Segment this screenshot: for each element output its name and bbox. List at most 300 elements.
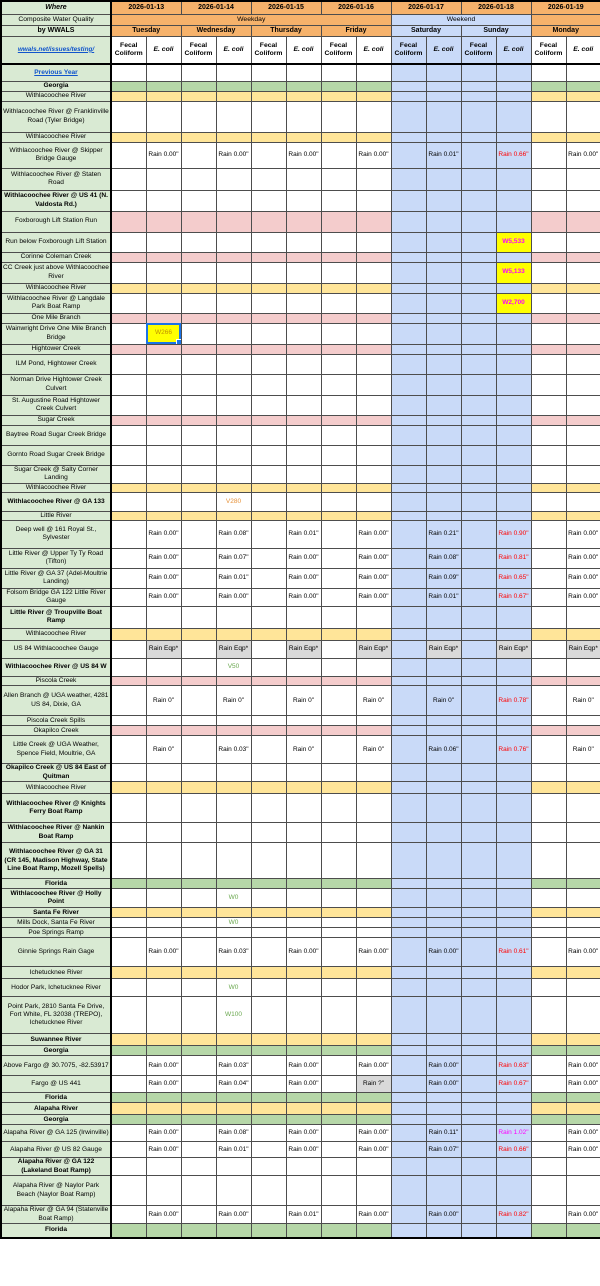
cell[interactable]: Rain 0.67": [496, 1076, 531, 1093]
cell[interactable]: [461, 168, 496, 190]
cell[interactable]: [566, 979, 600, 997]
cell[interactable]: [356, 81, 391, 91]
cell[interactable]: [216, 1115, 251, 1125]
cell[interactable]: Rain 0.00": [146, 1076, 181, 1093]
cell[interactable]: [356, 967, 391, 979]
cell[interactable]: [251, 445, 286, 465]
cell[interactable]: [286, 843, 321, 879]
cell[interactable]: [391, 293, 426, 313]
cell[interactable]: [461, 1046, 496, 1056]
cell[interactable]: [181, 190, 216, 211]
cell[interactable]: [146, 918, 181, 928]
cell[interactable]: [146, 395, 181, 415]
cell[interactable]: [461, 142, 496, 168]
cell[interactable]: [531, 1206, 566, 1224]
cell[interactable]: [496, 726, 531, 736]
cell[interactable]: [146, 374, 181, 395]
cell[interactable]: [496, 132, 531, 142]
cell[interactable]: [181, 354, 216, 374]
cell[interactable]: [461, 889, 496, 908]
cell[interactable]: [181, 1034, 216, 1046]
cell[interactable]: [531, 1224, 566, 1238]
cell[interactable]: [251, 132, 286, 142]
cell[interactable]: [286, 344, 321, 354]
cell[interactable]: [146, 1158, 181, 1176]
cell[interactable]: Rain 0.08": [426, 548, 461, 568]
cell[interactable]: [356, 425, 391, 445]
cell[interactable]: [146, 889, 181, 908]
cell[interactable]: [531, 606, 566, 628]
date-header[interactable]: 2026-01-18: [461, 1, 531, 15]
cell[interactable]: [321, 686, 356, 716]
cell[interactable]: [391, 101, 426, 132]
row-label[interactable]: Withlacoochee River: [1, 628, 111, 640]
cell[interactable]: [321, 1056, 356, 1076]
cell[interactable]: [251, 354, 286, 374]
cell[interactable]: [391, 262, 426, 283]
cell[interactable]: [146, 726, 181, 736]
cell[interactable]: [286, 511, 321, 520]
cell[interactable]: [216, 64, 251, 81]
cell[interactable]: Rain 0.00": [566, 142, 600, 168]
cell[interactable]: [496, 354, 531, 374]
cell[interactable]: [426, 64, 461, 81]
cell[interactable]: [146, 764, 181, 782]
cell[interactable]: [356, 354, 391, 374]
cell[interactable]: [566, 483, 600, 492]
cell[interactable]: [146, 928, 181, 938]
cell[interactable]: [286, 91, 321, 101]
cell[interactable]: [321, 252, 356, 262]
cell[interactable]: Rain 0": [146, 736, 181, 764]
cell[interactable]: [111, 1158, 146, 1176]
cell[interactable]: [391, 686, 426, 716]
cell[interactable]: [286, 101, 321, 132]
cell[interactable]: [321, 1115, 356, 1125]
cell[interactable]: Rain 0": [286, 736, 321, 764]
cell[interactable]: [286, 658, 321, 676]
cell[interactable]: [251, 628, 286, 640]
cell[interactable]: [216, 1093, 251, 1103]
cell[interactable]: [111, 1206, 146, 1224]
cell[interactable]: [146, 1103, 181, 1115]
cell[interactable]: [496, 283, 531, 293]
cell[interactable]: Rain 0.00": [566, 568, 600, 588]
cell[interactable]: [181, 1206, 216, 1224]
cell[interactable]: [496, 168, 531, 190]
cell[interactable]: [496, 606, 531, 628]
cell[interactable]: [496, 908, 531, 918]
cell[interactable]: Rain 0.00": [286, 568, 321, 588]
cell[interactable]: [321, 928, 356, 938]
cell[interactable]: [251, 293, 286, 313]
cell[interactable]: [146, 997, 181, 1034]
day-header[interactable]: Saturday: [391, 26, 461, 37]
cell[interactable]: [356, 658, 391, 676]
cell[interactable]: [566, 465, 600, 483]
cell[interactable]: [496, 313, 531, 323]
cell[interactable]: Rain 0.01": [286, 520, 321, 548]
cell[interactable]: [216, 726, 251, 736]
cell[interactable]: [111, 588, 146, 606]
cell[interactable]: Rain 0.00": [146, 588, 181, 606]
cell[interactable]: [461, 425, 496, 445]
cell[interactable]: [391, 511, 426, 520]
cell[interactable]: [391, 716, 426, 726]
cell[interactable]: [251, 716, 286, 726]
row-label[interactable]: Withlacoochee River @ US 41 (N. Valdosta Rd.): [1, 190, 111, 211]
cell[interactable]: [251, 101, 286, 132]
cell[interactable]: [111, 606, 146, 628]
cell[interactable]: [426, 81, 461, 91]
row-label[interactable]: Mills Dock, Santa Fe River: [1, 918, 111, 928]
cell[interactable]: [251, 726, 286, 736]
cell[interactable]: Rain 0.00": [356, 1056, 391, 1076]
cell[interactable]: [391, 782, 426, 794]
cell[interactable]: [461, 568, 496, 588]
cell[interactable]: [286, 354, 321, 374]
cell[interactable]: Rain 0.00": [286, 548, 321, 568]
cell[interactable]: [321, 283, 356, 293]
cell[interactable]: [111, 823, 146, 843]
cell[interactable]: [356, 726, 391, 736]
cell[interactable]: [426, 764, 461, 782]
cell[interactable]: [496, 716, 531, 726]
cell[interactable]: [391, 465, 426, 483]
cell[interactable]: [111, 101, 146, 132]
cell[interactable]: [461, 879, 496, 889]
cell[interactable]: [391, 1206, 426, 1224]
cell[interactable]: [426, 374, 461, 395]
cell[interactable]: [531, 782, 566, 794]
cell[interactable]: [356, 483, 391, 492]
cell[interactable]: [461, 979, 496, 997]
row-label[interactable]: Corinne Coleman Creek: [1, 252, 111, 262]
cell[interactable]: [111, 997, 146, 1034]
cell[interactable]: [496, 843, 531, 879]
row-label[interactable]: St. Augustine Road Hightower Creek Culvert: [1, 395, 111, 415]
row-label[interactable]: Withlacoochee River @ Nankin Boat Ramp: [1, 823, 111, 843]
cell[interactable]: [321, 91, 356, 101]
cell[interactable]: [181, 764, 216, 782]
cell[interactable]: [286, 889, 321, 908]
cell[interactable]: [391, 1103, 426, 1115]
cell[interactable]: [181, 794, 216, 823]
cell[interactable]: [111, 283, 146, 293]
cell[interactable]: [461, 548, 496, 568]
cell[interactable]: [566, 190, 600, 211]
testing-link[interactable]: wwals.net/issues/testing/: [17, 45, 95, 53]
cell[interactable]: [111, 445, 146, 465]
cell[interactable]: [531, 101, 566, 132]
cell[interactable]: Rain 0.00": [426, 1056, 461, 1076]
cell[interactable]: [461, 354, 496, 374]
cell[interactable]: [286, 465, 321, 483]
cell[interactable]: [321, 736, 356, 764]
cell[interactable]: [566, 889, 600, 908]
cell[interactable]: [286, 415, 321, 425]
cell[interactable]: [251, 1158, 286, 1176]
cell[interactable]: [146, 676, 181, 685]
cell[interactable]: [251, 588, 286, 606]
cell[interactable]: [531, 908, 566, 918]
cell[interactable]: [216, 313, 251, 323]
fecal-coliform-header[interactable]: Fecal Coliform: [391, 37, 426, 65]
cell[interactable]: Rain 0.00": [146, 938, 181, 967]
cell[interactable]: W0: [216, 918, 251, 928]
cell[interactable]: [496, 658, 531, 676]
cell[interactable]: [321, 843, 356, 879]
cell[interactable]: [426, 979, 461, 997]
cell[interactable]: [111, 374, 146, 395]
cell[interactable]: [146, 843, 181, 879]
cell[interactable]: [321, 132, 356, 142]
cell[interactable]: [461, 395, 496, 415]
cell[interactable]: [286, 492, 321, 511]
cell[interactable]: [251, 640, 286, 658]
cell[interactable]: [146, 190, 181, 211]
cell[interactable]: [356, 232, 391, 252]
cell[interactable]: Rain 0.01": [216, 1142, 251, 1158]
cell[interactable]: [566, 782, 600, 794]
cell[interactable]: [566, 293, 600, 313]
cell[interactable]: [286, 190, 321, 211]
cell[interactable]: Rain 0.00": [286, 588, 321, 606]
cell[interactable]: [181, 465, 216, 483]
cell[interactable]: [111, 323, 146, 344]
cell[interactable]: [426, 415, 461, 425]
cell[interactable]: [496, 252, 531, 262]
cell[interactable]: [321, 465, 356, 483]
cell[interactable]: [251, 843, 286, 879]
row-label[interactable]: Sugar Creek @ Salty Corner Landing: [1, 465, 111, 483]
cell[interactable]: [111, 262, 146, 283]
row-label[interactable]: Poe Springs Ramp: [1, 928, 111, 938]
cell[interactable]: [496, 190, 531, 211]
cell[interactable]: [461, 918, 496, 928]
cell[interactable]: [111, 658, 146, 676]
cell[interactable]: [181, 726, 216, 736]
cell[interactable]: [566, 323, 600, 344]
cell[interactable]: [251, 794, 286, 823]
cell[interactable]: [111, 736, 146, 764]
cell[interactable]: [531, 889, 566, 908]
cell[interactable]: [531, 918, 566, 928]
cell[interactable]: [531, 262, 566, 283]
cell[interactable]: [321, 640, 356, 658]
cell[interactable]: Rain 0": [356, 736, 391, 764]
cell[interactable]: [251, 1056, 286, 1076]
cell[interactable]: [566, 354, 600, 374]
cell[interactable]: [251, 1076, 286, 1093]
cell[interactable]: [356, 1103, 391, 1115]
cell[interactable]: [111, 794, 146, 823]
cell[interactable]: [461, 91, 496, 101]
cell[interactable]: [286, 979, 321, 997]
where-header[interactable]: Where: [1, 1, 111, 15]
cell[interactable]: [111, 91, 146, 101]
cell[interactable]: [566, 415, 600, 425]
fecal-coliform-header[interactable]: Fecal Coliform: [531, 37, 566, 65]
cell[interactable]: [111, 1034, 146, 1046]
cell[interactable]: [426, 232, 461, 252]
cell[interactable]: [496, 979, 531, 997]
cell[interactable]: [496, 374, 531, 395]
cell[interactable]: [566, 1046, 600, 1056]
cell[interactable]: [356, 918, 391, 928]
cell[interactable]: Rain 0.00": [146, 142, 181, 168]
cell[interactable]: [461, 1176, 496, 1206]
cell[interactable]: [146, 91, 181, 101]
cell[interactable]: Rain 0.00": [426, 1076, 461, 1093]
cell[interactable]: Rain 0.00": [566, 1076, 600, 1093]
row-label[interactable]: Suwannee River: [1, 1034, 111, 1046]
cell[interactable]: [566, 262, 600, 283]
cell[interactable]: W0: [216, 979, 251, 997]
cell[interactable]: [321, 764, 356, 782]
cell[interactable]: [146, 283, 181, 293]
cell[interactable]: [461, 676, 496, 685]
cell[interactable]: [391, 1076, 426, 1093]
cell[interactable]: Rain 1.02": [496, 1125, 531, 1142]
cell[interactable]: [461, 232, 496, 252]
cell[interactable]: Rain 0.00": [566, 548, 600, 568]
cell[interactable]: [496, 64, 531, 81]
ecoli-header[interactable]: E. coli: [496, 37, 531, 65]
cell[interactable]: [251, 606, 286, 628]
cell[interactable]: [181, 91, 216, 101]
cell[interactable]: [181, 658, 216, 676]
cell[interactable]: [321, 794, 356, 823]
cell[interactable]: [531, 492, 566, 511]
cell[interactable]: [496, 889, 531, 908]
cell[interactable]: [356, 415, 391, 425]
cell[interactable]: [321, 313, 356, 323]
cell[interactable]: [181, 628, 216, 640]
row-label[interactable]: Withlacoochee River: [1, 782, 111, 794]
cell[interactable]: [111, 716, 146, 726]
cell[interactable]: [531, 425, 566, 445]
cell[interactable]: [251, 1103, 286, 1115]
cell[interactable]: [216, 415, 251, 425]
cell[interactable]: [566, 928, 600, 938]
cell[interactable]: [181, 1093, 216, 1103]
cell[interactable]: [426, 483, 461, 492]
sheet-subtitle[interactable]: by WWALS: [1, 26, 111, 37]
cell[interactable]: [531, 168, 566, 190]
cell[interactable]: Rain 0.00": [426, 1206, 461, 1224]
cell[interactable]: [111, 1176, 146, 1206]
cell[interactable]: [111, 232, 146, 252]
cell[interactable]: [391, 938, 426, 967]
cell[interactable]: [321, 879, 356, 889]
cell[interactable]: [111, 1056, 146, 1076]
cell[interactable]: [111, 483, 146, 492]
cell[interactable]: [531, 1034, 566, 1046]
cell[interactable]: Rain 0.00": [356, 1206, 391, 1224]
cell[interactable]: [356, 445, 391, 465]
cell[interactable]: [181, 782, 216, 794]
cell[interactable]: [356, 374, 391, 395]
fill-handle[interactable]: [176, 339, 182, 345]
cell[interactable]: [286, 676, 321, 685]
cell[interactable]: Rain 0.09": [426, 568, 461, 588]
cell[interactable]: [251, 908, 286, 918]
cell[interactable]: Rain 0": [566, 736, 600, 764]
cell[interactable]: [426, 1046, 461, 1056]
cell[interactable]: [181, 967, 216, 979]
cell[interactable]: Rain 0": [356, 686, 391, 716]
cell[interactable]: [391, 344, 426, 354]
cell[interactable]: [321, 415, 356, 425]
cell[interactable]: [111, 395, 146, 415]
cell[interactable]: [181, 686, 216, 716]
cell[interactable]: [566, 908, 600, 918]
cell[interactable]: [461, 736, 496, 764]
row-label[interactable]: Alapaha River @ GA 122 (Lakeland Boat Ramp): [1, 1158, 111, 1176]
cell[interactable]: [251, 283, 286, 293]
cell[interactable]: Rain 0.07": [216, 548, 251, 568]
cell[interactable]: [181, 142, 216, 168]
cell[interactable]: [181, 445, 216, 465]
cell[interactable]: [286, 425, 321, 445]
cell[interactable]: [286, 374, 321, 395]
cell[interactable]: Rain 0.08": [216, 1125, 251, 1142]
cell[interactable]: [146, 658, 181, 676]
date-header[interactable]: 2026-01-15: [251, 1, 321, 15]
cell[interactable]: Rain Eqp*: [426, 640, 461, 658]
cell[interactable]: [461, 283, 496, 293]
cell[interactable]: [111, 568, 146, 588]
cell[interactable]: [111, 1076, 146, 1093]
cell[interactable]: [426, 511, 461, 520]
cell[interactable]: [566, 879, 600, 889]
cell[interactable]: [321, 918, 356, 928]
cell[interactable]: [426, 1115, 461, 1125]
cell[interactable]: [391, 928, 426, 938]
cell[interactable]: Rain 0.81": [496, 548, 531, 568]
cell[interactable]: [181, 168, 216, 190]
cell[interactable]: [321, 568, 356, 588]
cell[interactable]: [181, 588, 216, 606]
cell[interactable]: [461, 764, 496, 782]
cell[interactable]: Rain Eqp*: [496, 640, 531, 658]
cell[interactable]: [251, 1125, 286, 1142]
cell[interactable]: [356, 979, 391, 997]
cell[interactable]: [531, 445, 566, 465]
cell[interactable]: [531, 938, 566, 967]
row-label[interactable]: Little River @ GA 37 (Adel-Moultrie Landing): [1, 568, 111, 588]
cell[interactable]: [426, 1034, 461, 1046]
cell[interactable]: Rain 0.00": [356, 548, 391, 568]
cell[interactable]: Rain 0.00": [216, 588, 251, 606]
cell[interactable]: [426, 293, 461, 313]
cell[interactable]: [251, 1115, 286, 1125]
cell[interactable]: [111, 293, 146, 313]
cell[interactable]: [461, 1034, 496, 1046]
cell[interactable]: [426, 101, 461, 132]
cell[interactable]: [216, 323, 251, 344]
cell[interactable]: [531, 64, 566, 81]
cell[interactable]: [146, 1093, 181, 1103]
cell[interactable]: [356, 313, 391, 323]
cell[interactable]: [426, 91, 461, 101]
cell[interactable]: [251, 548, 286, 568]
cell[interactable]: Rain 0.01": [426, 142, 461, 168]
cell[interactable]: [461, 686, 496, 716]
cell[interactable]: [181, 64, 216, 81]
cell[interactable]: [216, 132, 251, 142]
